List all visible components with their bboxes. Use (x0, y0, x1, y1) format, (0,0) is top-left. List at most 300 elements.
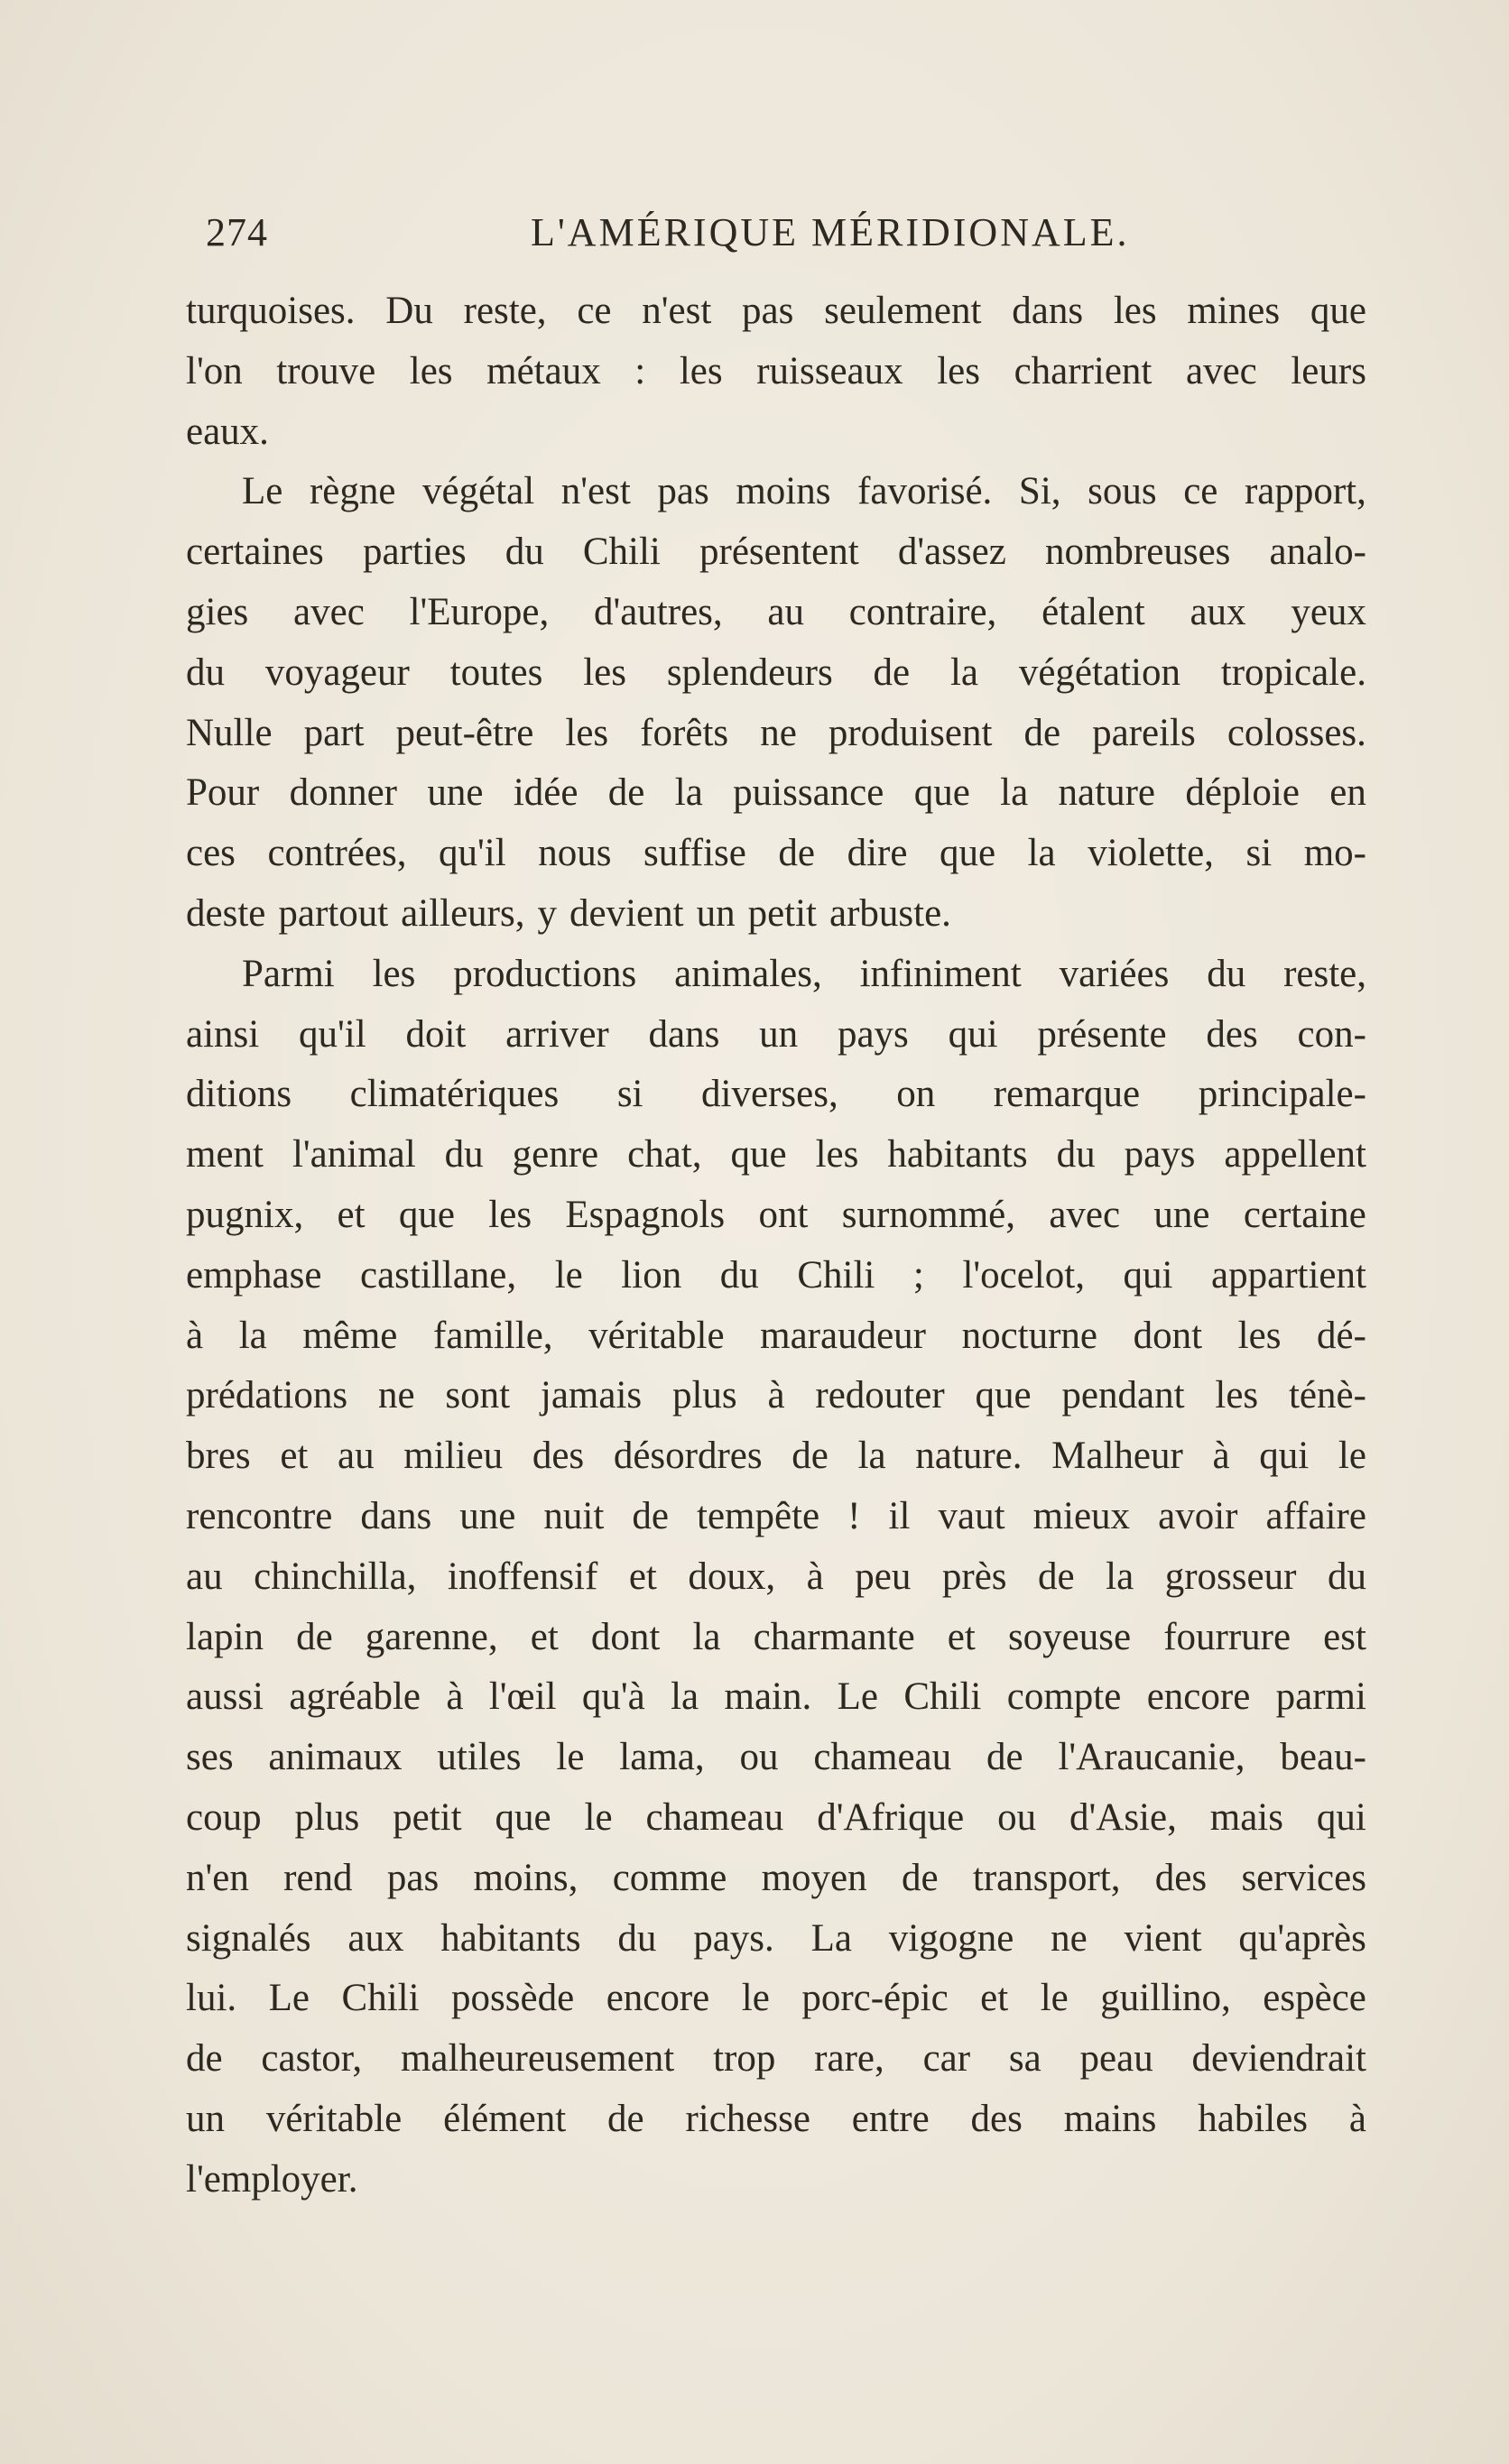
word: castillane, (360, 1253, 517, 1297)
word: trouve (276, 349, 376, 392)
word: Du (385, 290, 433, 332)
word: charrient (1014, 349, 1153, 392)
word: dans (648, 1012, 720, 1056)
word: certaine (1243, 1193, 1366, 1236)
page-header (206, 200, 1370, 263)
word: les (679, 349, 723, 392)
word: ! (847, 1494, 861, 1537)
word: les (937, 349, 980, 392)
word: fourrure (1163, 1615, 1291, 1658)
word: Chili (582, 531, 661, 574)
word: contraire, (848, 590, 997, 633)
text-line (186, 1547, 1366, 1608)
word: même (302, 1314, 398, 1357)
text-line (186, 462, 1366, 522)
word: les (1113, 290, 1157, 332)
word: de (986, 1736, 1023, 1779)
word: ou (739, 1736, 779, 1779)
word: étalent (1041, 590, 1145, 633)
word: peau (1079, 2037, 1153, 2081)
word: Parmi (242, 952, 335, 995)
word: habitants (887, 1133, 1028, 1177)
word: végétation (1018, 651, 1180, 694)
word: élément (443, 2097, 567, 2140)
text-line (186, 884, 1366, 945)
word: ne (377, 1374, 415, 1417)
word: colosses. (1227, 711, 1366, 754)
word: le (584, 1795, 613, 1839)
word: Chili (341, 1977, 420, 2020)
text-line (186, 1788, 1366, 1849)
word: ruisseaux (756, 349, 903, 392)
word: car (922, 2037, 971, 2081)
word: avec (1049, 1193, 1121, 1236)
word: à (1348, 2097, 1366, 2140)
word: devient (569, 891, 684, 935)
word: n'est (560, 470, 631, 513)
body-text (186, 281, 1366, 2210)
word: au (338, 1435, 375, 1478)
word: du (1327, 1555, 1366, 1598)
word: de (873, 651, 911, 694)
word: moins, (473, 1856, 579, 1899)
word: n'est (642, 290, 712, 332)
word: rencontre (186, 1494, 333, 1537)
word: y (537, 891, 557, 935)
word: contrées, (267, 832, 407, 875)
word: splendeurs (666, 651, 833, 694)
word: Chili (903, 1675, 982, 1719)
word: genre (512, 1133, 599, 1177)
word: lion (621, 1253, 682, 1297)
word: que (975, 1374, 1032, 1417)
text-line (186, 1186, 1366, 1246)
word: parmi (1275, 1675, 1366, 1719)
word: et (337, 1193, 366, 1236)
word: lapin (186, 1615, 264, 1658)
word: et (980, 1977, 1009, 2020)
word: dans (360, 1494, 432, 1537)
word: habiles (1198, 2097, 1309, 2140)
word: aux (1190, 590, 1246, 633)
word: moins (736, 470, 831, 513)
word: pugnix, (186, 1193, 304, 1236)
running-title: L'AMÉRIQUE MÉRIDIONALE. (531, 210, 1130, 254)
word: agréable (289, 1675, 421, 1719)
word: on (896, 1073, 936, 1116)
text-line (186, 945, 1366, 1005)
word: rare, (814, 2037, 884, 2081)
word: la (671, 1675, 699, 1719)
word: Le (268, 1977, 310, 2020)
word: toutes (449, 651, 543, 694)
text-line (186, 281, 1366, 342)
word: analo- (1269, 531, 1366, 574)
word: la (1027, 832, 1056, 875)
word: des (970, 2097, 1023, 2140)
word: ce (1183, 470, 1218, 513)
word: productions (453, 952, 637, 995)
word: transport, (972, 1856, 1121, 1899)
word: lama, (619, 1736, 705, 1779)
word: main. (724, 1675, 812, 1719)
word: variées (1059, 952, 1170, 995)
text-line (186, 1426, 1366, 1487)
word: nuit (543, 1494, 605, 1537)
word: dans (1012, 290, 1084, 332)
word: qui (1123, 1253, 1173, 1297)
word: le (1040, 1977, 1069, 2020)
word: de (186, 2037, 223, 2081)
word: nombreuses (1044, 531, 1231, 574)
word: pays. (693, 1916, 774, 1960)
word: eaux. (186, 410, 269, 453)
word: remarque (993, 1073, 1141, 1116)
word: vaut (938, 1494, 1005, 1537)
word: dont (1133, 1314, 1203, 1357)
word: l'Araucanie, (1058, 1736, 1245, 1779)
word: le (1338, 1435, 1366, 1478)
word: porc-épic (801, 1977, 949, 2020)
word: services (1241, 1856, 1366, 1899)
word: à (1212, 1435, 1230, 1478)
word: famille, (433, 1314, 553, 1357)
text-line (186, 522, 1366, 583)
word: pendant (1061, 1374, 1185, 1417)
word: beau- (1280, 1736, 1366, 1779)
word: part (303, 711, 365, 754)
word: richesse (685, 2097, 810, 2140)
word: dont (590, 1615, 661, 1658)
word: du (1056, 1133, 1096, 1177)
word: mo- (1303, 832, 1366, 875)
word: pas (742, 290, 794, 332)
word: qu'il (439, 832, 506, 875)
word: principale- (1198, 1073, 1366, 1116)
text-line (186, 402, 1366, 463)
word: les (1215, 1374, 1259, 1417)
word: aussi (186, 1675, 264, 1719)
word: compte (1006, 1675, 1122, 1719)
word: règne (309, 470, 396, 513)
word: ces (186, 832, 236, 875)
word: de (607, 771, 645, 815)
word: sont (445, 1374, 511, 1417)
word: deviendrait (1191, 2037, 1366, 2081)
word: d'assez (897, 531, 1006, 574)
word: ténè- (1288, 1374, 1366, 1417)
word: d'Afrique (817, 1795, 965, 1839)
word: que (730, 1133, 787, 1177)
word: Nulle (186, 711, 273, 754)
word: qui (1259, 1435, 1310, 1478)
word: chameau (813, 1736, 952, 1779)
word: gies (186, 590, 249, 633)
word: la (674, 771, 703, 815)
word: au (767, 590, 804, 633)
text-line (186, 1608, 1366, 1668)
word: les (488, 1193, 532, 1236)
word: jamais (540, 1374, 643, 1417)
word: que (939, 832, 996, 875)
word: soyeuse (1007, 1615, 1132, 1658)
word: entre (851, 2097, 930, 2140)
word: et (280, 1435, 309, 1478)
word: et (628, 1555, 657, 1598)
word: ditions (186, 1073, 292, 1116)
word: ailleurs, (401, 891, 525, 935)
word: qu'à (581, 1675, 645, 1719)
text-line (186, 824, 1366, 884)
word: mieux (1032, 1494, 1131, 1537)
word: du (617, 1916, 657, 1960)
word: la (692, 1615, 721, 1658)
word: moyen (761, 1856, 867, 1899)
word: milieu (403, 1435, 504, 1478)
word: l'ocelot, (962, 1253, 1085, 1297)
word: rapport, (1244, 470, 1366, 513)
word: animales, (674, 952, 822, 995)
word: l'animal (292, 1133, 416, 1177)
word: les (372, 952, 416, 995)
word: coup (186, 1795, 262, 1839)
word: l'on (186, 349, 243, 392)
word: la (1000, 771, 1029, 815)
word: parties (362, 531, 467, 574)
word: aux (347, 1916, 404, 1960)
word: con- (1297, 1012, 1366, 1056)
word: reste, (1283, 952, 1366, 995)
word: nocturne (961, 1314, 1098, 1357)
word: idée (513, 771, 579, 815)
word: au (186, 1555, 223, 1598)
word: forêts (640, 711, 729, 754)
word: à (446, 1675, 464, 1719)
word: de (296, 1615, 333, 1658)
word: les (1237, 1314, 1282, 1357)
text-line (186, 763, 1366, 824)
word: sa (1008, 2037, 1041, 2081)
word: du (444, 1133, 484, 1177)
word: nature (1058, 771, 1155, 815)
word: grosseur (1164, 1555, 1297, 1598)
word: Espagnols (565, 1193, 726, 1236)
word: infiniment (859, 952, 1022, 995)
word: à (806, 1555, 824, 1598)
word: ne (760, 711, 797, 754)
word: Chili (797, 1253, 875, 1297)
word: nous (538, 832, 612, 875)
word: favorisé. (857, 470, 993, 513)
word: des (1154, 1856, 1208, 1899)
word: suffise (643, 832, 746, 875)
word: Le (242, 470, 283, 513)
word: comme (612, 1856, 727, 1899)
word: de (632, 1494, 669, 1537)
text-line (186, 1487, 1366, 1547)
word: turquoises. (186, 290, 356, 332)
word: un (696, 891, 736, 935)
word: que (398, 1193, 455, 1236)
word: désordres (613, 1435, 763, 1478)
word: habitants (440, 1916, 581, 1960)
text-line (186, 2090, 1366, 2150)
word: ses (186, 1736, 234, 1779)
word: pays (837, 1012, 909, 1056)
word: du (505, 531, 544, 574)
word: nature. (915, 1435, 1023, 1478)
word: La (810, 1916, 852, 1960)
word: pas (386, 1856, 440, 1899)
word: sous (1088, 470, 1157, 513)
word: qui (948, 1012, 998, 1056)
word: à (186, 1314, 204, 1357)
word: un (186, 2097, 225, 2140)
word: petit (747, 891, 818, 935)
word: affaire (1265, 1494, 1366, 1537)
text-line (186, 2150, 1366, 2210)
text-line (186, 1667, 1366, 1728)
word: espèce (1263, 1977, 1366, 2020)
word: véritable (265, 2097, 403, 2140)
word: vient (1124, 1916, 1202, 1960)
word: signalés (186, 1916, 311, 1960)
word: de (1023, 711, 1061, 754)
word: une (1153, 1193, 1210, 1236)
word: n'en (186, 1856, 249, 1899)
word: lui. (186, 1977, 237, 2020)
word: la (949, 651, 979, 694)
text-line (186, 1246, 1366, 1306)
word: que (1310, 290, 1366, 332)
word: pays (1124, 1133, 1196, 1177)
text-line (186, 1125, 1366, 1186)
word: du (186, 651, 225, 694)
word: partout (278, 891, 389, 935)
word: doux, (688, 1555, 776, 1598)
word: leurs (1291, 349, 1366, 392)
word: tempête (697, 1494, 820, 1537)
word: surnommé, (841, 1193, 1016, 1236)
word: est (1323, 1615, 1366, 1658)
word: l'Europe, (409, 590, 550, 633)
text-line (186, 1005, 1366, 1066)
word: si (1245, 832, 1273, 875)
word: de (901, 1856, 939, 1899)
word: des (1206, 1012, 1258, 1056)
word: chameau (645, 1795, 784, 1839)
word: castor, (261, 2037, 363, 2081)
text-line (186, 1306, 1366, 1367)
word: guillino, (1100, 1977, 1231, 2020)
word: présente (1037, 1012, 1167, 1056)
word: dé- (1317, 1314, 1366, 1357)
text-line (186, 583, 1366, 643)
word: redouter (815, 1374, 945, 1417)
word: qu'après (1238, 1916, 1366, 1960)
word: mais (1209, 1795, 1283, 1839)
word: l'employer. (186, 2157, 358, 2201)
text-line (186, 704, 1366, 764)
word: yeux (1291, 590, 1366, 633)
word: du (1207, 952, 1246, 995)
word: produisent (828, 711, 993, 754)
word: dire (847, 832, 908, 875)
word: le (741, 1977, 770, 2020)
word: encore (1146, 1675, 1251, 1719)
word: appartient (1211, 1253, 1366, 1297)
word: utiles (437, 1736, 522, 1779)
page-number: 274 (206, 210, 268, 254)
word: ou (997, 1795, 1037, 1839)
word: de (1038, 1555, 1075, 1598)
word: avoir (1158, 1494, 1238, 1537)
word: qu'il (299, 1012, 366, 1056)
word: des (532, 1435, 585, 1478)
word: de (607, 2097, 644, 2140)
word: arriver (505, 1012, 609, 1056)
word: certaines (186, 531, 324, 574)
word: que (495, 1795, 551, 1839)
word: inoffensif (447, 1555, 598, 1598)
word: prédations (186, 1374, 348, 1417)
text-line (186, 1366, 1366, 1426)
word: chinchilla, (254, 1555, 417, 1598)
word: climatériques (349, 1073, 560, 1116)
word: puissance (733, 771, 884, 815)
word: donner (289, 771, 397, 815)
word: mines (1187, 290, 1281, 332)
word: malheureusement (400, 2037, 675, 2081)
word: violette, (1088, 832, 1214, 875)
text-line (186, 342, 1366, 402)
word: le (554, 1253, 583, 1297)
word: ce (577, 290, 612, 332)
word: la (238, 1314, 267, 1357)
word: : (634, 349, 646, 392)
word: si (616, 1073, 643, 1116)
word: le (556, 1736, 585, 1779)
text-line (186, 1849, 1366, 1909)
word: que (913, 771, 970, 815)
word: et (530, 1615, 559, 1658)
word: ne (1051, 1916, 1088, 1960)
word: pas (657, 470, 709, 513)
word: une (427, 771, 484, 815)
word: garenne, (365, 1615, 498, 1658)
word: d'Asie, (1069, 1795, 1177, 1839)
word: petit (393, 1795, 462, 1839)
word: les (565, 711, 609, 754)
word: ; (912, 1253, 924, 1297)
word: peu (855, 1555, 912, 1598)
word: Malheur (1051, 1435, 1183, 1478)
word: vigogne (888, 1916, 1014, 1960)
word: déploie (1185, 771, 1300, 815)
word: bres (186, 1435, 251, 1478)
word: près (941, 1555, 1007, 1598)
word: d'autres, (593, 590, 723, 633)
word: avec (293, 590, 365, 633)
word: doit (405, 1012, 467, 1056)
word: plus (671, 1374, 737, 1417)
word: possède (451, 1977, 575, 2020)
text-line (186, 643, 1366, 704)
word: les (583, 651, 626, 694)
word: rend (283, 1856, 353, 1899)
word: voyageur (264, 651, 410, 694)
word: un (759, 1012, 799, 1056)
